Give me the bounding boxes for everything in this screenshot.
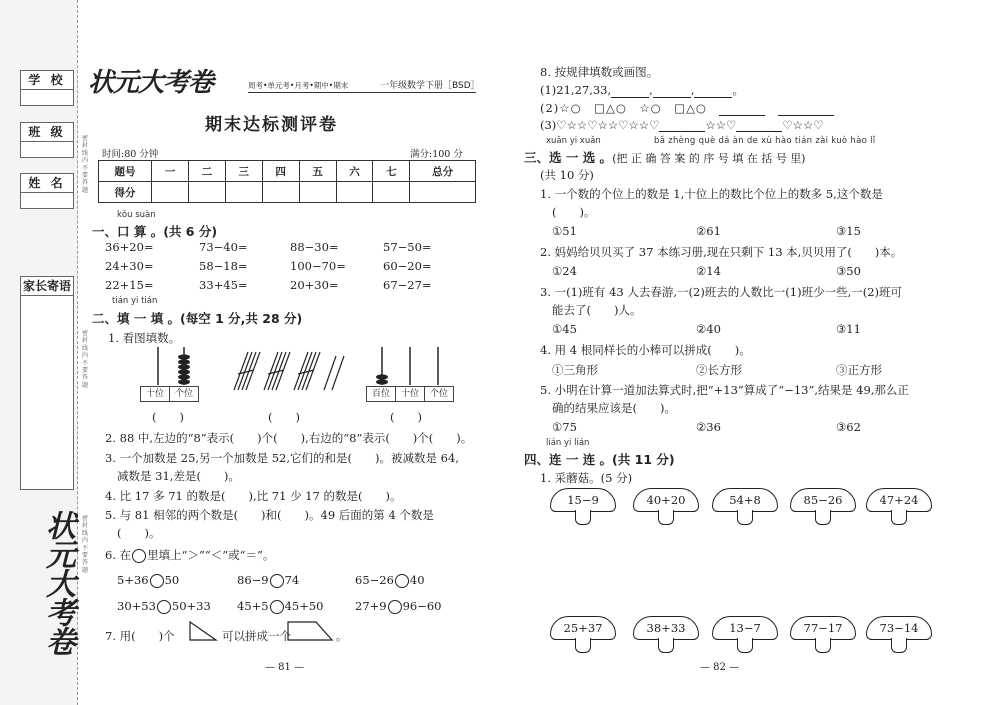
stick-bundles-picture [230, 350, 350, 396]
shape-pattern: (2)☆○ □△○ ☆○ □△○ [540, 101, 707, 115]
mushroom-card[interactable] [712, 488, 778, 528]
time-limit: 时间:80 分钟 [102, 149, 159, 160]
score-cell[interactable] [225, 182, 262, 203]
score-cell[interactable] [336, 182, 373, 203]
cell: 六 [336, 161, 373, 182]
option[interactable]: ②61 [696, 224, 721, 238]
option[interactable]: ③50 [836, 264, 861, 278]
compare-circle[interactable] [150, 574, 164, 588]
mushroom-cap-label: 38+33 [633, 616, 699, 640]
section2-pinyin: tián yi tián [112, 296, 158, 306]
oral-calc-item[interactable]: 22+15= [105, 278, 154, 292]
cell: 得分 [99, 182, 152, 203]
left-expr: 5+36 [117, 573, 149, 587]
q2-4: 4. 比 17 多 71 的数是( ),比 71 少 17 的数是( )。 [105, 489, 402, 503]
comparison-item [117, 573, 179, 588]
blank[interactable] [659, 131, 705, 132]
oral-calc-item[interactable]: 36+20= [105, 240, 154, 254]
score-cell[interactable] [188, 182, 225, 203]
exam-types: 周考•单元考•月考•期中•期末 [248, 81, 349, 90]
score-cell[interactable] [299, 182, 336, 203]
mushroom-cap-label: 47+24 [866, 488, 932, 512]
q2-8: 8. 按规律填数或画图。 [540, 65, 659, 79]
q2-6-label: 6. 在 [105, 548, 132, 562]
q2-3-cont: 减数是 31,差是( )。 [117, 469, 240, 483]
right-expr: 74 [284, 573, 300, 587]
blank[interactable] [653, 97, 691, 98]
mushroom-cap-label: 25+37 [550, 616, 616, 640]
book-name: 一年级数学下册［BSD］ [380, 81, 480, 91]
mushroom-cap-label: 40+20 [633, 488, 699, 512]
answer-paren[interactable]: ( ) [390, 410, 422, 424]
q3-3-cont: 能去了( )人。 [552, 303, 642, 317]
score-cell[interactable] [262, 182, 299, 203]
section2-title: 二、填 一 填 。(每空 1 分,共 28 分) [92, 311, 303, 326]
mushroom-stem [815, 638, 831, 653]
option[interactable]: ①24 [552, 264, 577, 278]
comparison-item [237, 573, 299, 588]
mushroom-card[interactable] [790, 488, 856, 528]
q2-3: 3. 一个加数是 25,另一个加数是 52,它们的和是( )。被减数是 64, [105, 451, 459, 465]
q3-1: 1. 一个数的个位上的数是 1,十位上的数比个位上的数多 5,这个数是 [540, 187, 883, 201]
section3-pinyin: xuǎn yi xuǎn [546, 136, 601, 146]
left-expr: 86−9 [237, 573, 269, 587]
option[interactable]: ①75 [552, 420, 577, 434]
score-table [98, 160, 476, 203]
cell: 四 [262, 161, 299, 182]
brand-logo: 状元大考卷 [88, 68, 214, 98]
mushroom-stem [815, 510, 831, 525]
mushroom-card[interactable] [550, 488, 616, 528]
section1-pinyin: kǒu suàn [117, 210, 156, 220]
section3-title [524, 148, 806, 166]
abacus-tens-label: 十位 [395, 386, 425, 402]
mushroom-card[interactable] [790, 616, 856, 656]
section3-points: (共 10 分) [540, 168, 594, 182]
q3-3: 3. 一(1)班有 43 人去春游,一(2)班去的人数比一(1)班少一些,一(2)班可 [540, 285, 903, 299]
blank[interactable] [736, 131, 782, 132]
sequence-numbers: (1)21,27,33, [540, 83, 612, 97]
q2-5: 5. 与 81 相邻的两个数是( )和( )。49 后面的第 4 个数是 [105, 508, 434, 522]
oral-calc-item[interactable]: 33+45= [199, 278, 248, 292]
compare-circle[interactable] [270, 600, 284, 614]
circle-icon [132, 549, 146, 563]
trapezoid-icon [286, 620, 334, 642]
seal-notice: 密封线内不要答题 [81, 515, 88, 574]
full-score: 满分:100 分 [410, 149, 463, 160]
option[interactable]: ③11 [836, 322, 861, 336]
section1-title: 一、口 算 。(共 6 分) [92, 224, 218, 239]
mushroom-cap-label: 15−9 [550, 488, 616, 512]
oral-calc-item[interactable]: 67−27= [383, 278, 432, 292]
compare-circle[interactable] [157, 600, 171, 614]
q4-1: 1. 采蘑菇。(5 分) [540, 471, 633, 485]
compare-circle[interactable] [270, 574, 284, 588]
class-label: 班 级 [21, 123, 73, 142]
name-label: 姓 名 [21, 174, 73, 193]
mushroom-card[interactable] [550, 616, 616, 656]
section3-hint: (把 正 确 答 案 的 序 号 填 在 括 号 里) [612, 152, 806, 165]
mushroom-cap-label: 77−17 [790, 616, 856, 640]
parent-message-box [20, 276, 74, 490]
score-cell[interactable] [152, 182, 189, 203]
answer-paren[interactable]: ( ) [268, 410, 300, 424]
left-expr: 65−26 [355, 573, 394, 587]
mushroom-cap-label: 54+8 [712, 488, 778, 512]
left-expr: 45+5 [237, 599, 269, 613]
mushroom-stem [658, 638, 674, 653]
right-expr: 50+33 [171, 599, 211, 613]
option[interactable]: ②长方形 [696, 363, 742, 377]
mushroom-stem [575, 510, 591, 525]
oral-calc-item[interactable]: 60−20= [383, 259, 432, 273]
q2-6 [105, 547, 274, 563]
seal-notice: 密封线内不要答题 [81, 330, 88, 389]
blank[interactable] [719, 115, 765, 116]
cell: 总分 [410, 161, 476, 182]
abacus-tens-label: 十位 [140, 386, 170, 402]
class-box [20, 122, 74, 158]
mushroom-stem [891, 510, 907, 525]
comparison-item [117, 599, 211, 614]
right-expr: 45+50 [284, 599, 324, 613]
mushroom-cap-label: 13−7 [712, 616, 778, 640]
right-expr: 40 [409, 573, 425, 587]
mushroom-cap-label: 85−26 [790, 488, 856, 512]
oral-calc-item[interactable]: 100−70= [290, 259, 346, 273]
sidebar-logo: 状元大考卷 [40, 510, 75, 655]
mushroom-stem [891, 638, 907, 653]
option[interactable]: ①51 [552, 224, 577, 238]
q3-1-cont: ( )。 [552, 205, 596, 219]
left-expr: 27+9 [355, 599, 387, 613]
q2-2: 2. 88 中,左边的“8”表示( )个( ),右边的“8”表示( )个( )。 [105, 431, 473, 445]
cell: 一 [152, 161, 189, 182]
q2-6-label-cont: 里填上“＞”“＜”或“＝”。 [147, 548, 275, 562]
oral-calc-item[interactable]: 73−40= [199, 240, 248, 254]
abacus-hundreds-label: 百位 [366, 386, 396, 402]
q2-7-c: 。 [336, 629, 348, 643]
q3-5-cont: 确的结果应该是( )。 [552, 401, 676, 415]
section4-title: 四、连 一 连 。(共 11 分) [524, 452, 675, 467]
section3-hint-pinyin: bǎ zhèng què dá àn de xù hào tián zài kuò hào lǐ [654, 136, 876, 146]
q2-7-b: 可以拼成一个 [222, 629, 291, 643]
q2-8-3: (3)♡☆☆♡☆☆♡☆☆♡ ☆☆♡ ♡☆☆♡ [540, 118, 824, 132]
q3-5: 5. 小明在计算一道加法算式时,把“+13”算成了“−13”,结果是 49,那么正 [540, 383, 909, 397]
comparison-item [355, 573, 425, 588]
cell: 题号 [99, 161, 152, 182]
cell: 七 [373, 161, 410, 182]
oral-calc-item[interactable]: 58−18= [199, 259, 248, 273]
mushroom-stem [737, 638, 753, 653]
cut-line [77, 0, 78, 705]
score-cell[interactable] [373, 182, 410, 203]
blank[interactable] [611, 97, 649, 98]
school-label: 学 校 [21, 71, 73, 90]
mushroom-stem [658, 510, 674, 525]
header-rule [248, 92, 476, 93]
q2-8-1: (1)21,27,33, , , 。 [540, 83, 744, 97]
mushroom-card[interactable] [866, 616, 932, 656]
mushroom-card[interactable] [633, 616, 699, 656]
score-cell[interactable] [410, 182, 476, 203]
mushroom-card[interactable] [866, 488, 932, 528]
cell: 五 [299, 161, 336, 182]
page-title: 期末达标测评卷 [205, 115, 338, 135]
oral-calc-item[interactable]: 88−30= [290, 240, 339, 254]
page-number-right: — 82 — [700, 662, 740, 673]
score-table-header [99, 161, 476, 182]
school-box [20, 70, 74, 106]
triangle-icon [188, 620, 218, 642]
option[interactable]: ①三角形 [552, 363, 598, 377]
option[interactable]: ②36 [696, 420, 721, 434]
section3-title-text: 三、选 一 选 。 [524, 150, 613, 165]
abacus-two-rods [140, 345, 200, 385]
cell: 三 [225, 161, 262, 182]
q3-4: 4. 用 4 根同样长的小棒可以拼成( )。 [540, 343, 751, 357]
option[interactable]: ③15 [836, 224, 861, 238]
page-number-left: — 81 — [265, 662, 305, 673]
answer-paren[interactable]: ( ) [152, 410, 184, 424]
parent-message-label: 家长寄语 [21, 277, 73, 296]
right-expr: 96−60 [402, 599, 442, 613]
option[interactable]: ③62 [836, 420, 861, 434]
option[interactable]: ③正方形 [836, 363, 882, 377]
oral-calc-item[interactable]: 24+30= [105, 259, 154, 273]
oral-calc-item[interactable]: 20+30= [290, 278, 339, 292]
left-expr: 30+53 [117, 599, 156, 613]
comparison-item [237, 599, 324, 614]
mushroom-card[interactable] [633, 488, 699, 528]
mushroom-cap-label: 73−14 [866, 616, 932, 640]
section4-pinyin: lián yi lián [546, 438, 590, 448]
mushroom-stem [737, 510, 753, 525]
abacus-ones-label: 个位 [169, 386, 199, 402]
abacus-three-rods [366, 345, 456, 385]
oral-calc-item[interactable]: 57−50= [383, 240, 432, 254]
q3-2: 2. 妈妈给贝贝买了 37 本练习册,现在只剩下 13 本,贝贝用了( )本。 [540, 245, 903, 259]
q2-5-cont: ( )。 [117, 526, 161, 540]
mushroom-stem [575, 638, 591, 653]
name-box [20, 173, 74, 209]
cell: 二 [188, 161, 225, 182]
mushroom-card[interactable] [712, 616, 778, 656]
abacus-ones-label: 个位 [424, 386, 454, 402]
score-table-row [99, 182, 476, 203]
compare-circle[interactable] [395, 574, 409, 588]
seal-notice: 密封线内不要答题 [81, 135, 88, 194]
option[interactable]: ②14 [696, 264, 721, 278]
blank[interactable] [778, 115, 834, 116]
q2-7 [105, 628, 175, 644]
blank[interactable] [694, 97, 732, 98]
option[interactable]: ①45 [552, 322, 577, 336]
q2-1: 1. 看图填数。 [108, 331, 181, 345]
q2-8-2 [540, 100, 834, 116]
compare-circle[interactable] [388, 600, 402, 614]
comparison-item [355, 599, 442, 614]
q2-7-a: 7. 用( )个 [105, 629, 175, 643]
right-expr: 50 [164, 573, 180, 587]
option[interactable]: ②40 [696, 322, 721, 336]
shape-pattern: (3)♡☆☆♡☆☆♡☆☆♡ [540, 118, 660, 132]
